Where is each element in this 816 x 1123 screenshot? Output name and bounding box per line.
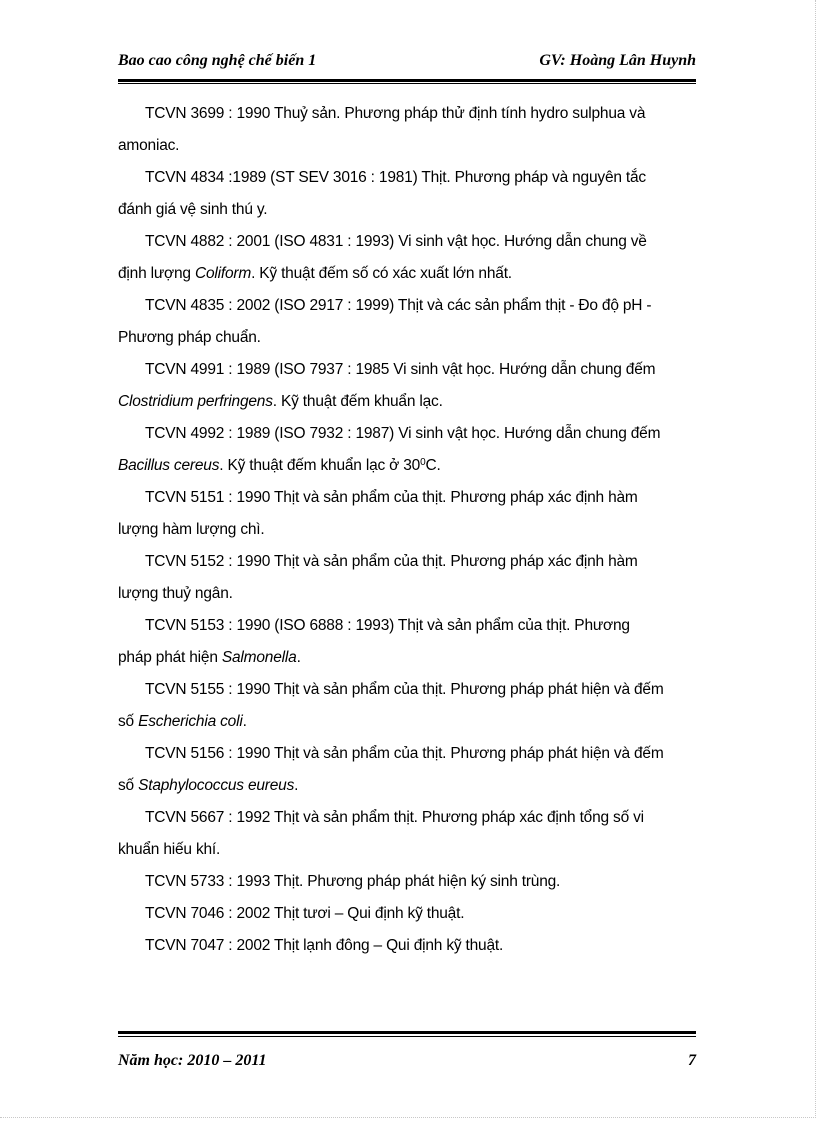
standard-entry <box>118 98 696 162</box>
standard-entry <box>118 802 696 866</box>
entry-text: . <box>242 713 247 730</box>
standard-entry-line1: TCVN 4882 : 2001 (ISO 4831 : 1993) Vi sinh vật học. Hướng dẫn chung về <box>145 233 647 250</box>
standard-entry-line1: TCVN 7046 : 2002 Thịt tươi – Qui định kỹ thuật. <box>145 905 465 922</box>
footer-rule <box>118 1031 696 1037</box>
standard-entry-line1: TCVN 4991 : 1989 (ISO 7937 : 1985 Vi sinh vật học. Hướng dẫn chung đếm <box>145 361 656 378</box>
entry-text: pháp phát hiện <box>118 649 222 666</box>
entry-text: 0 <box>420 457 426 468</box>
standard-entry-line1: TCVN 5153 : 1990 (ISO 6888 : 1993) Thịt và sản phẩm của thịt. Phương <box>145 617 630 634</box>
entry-text: . <box>296 649 301 666</box>
standard-entry-line2 <box>118 258 696 290</box>
standard-entry <box>118 418 696 482</box>
standard-entry <box>118 546 696 610</box>
standard-entry-line2 <box>118 578 696 610</box>
entry-text: số <box>118 713 139 730</box>
standard-entry <box>118 482 696 546</box>
entry-text: . Kỹ thuật đếm khuẩn lạc. <box>272 393 443 410</box>
standard-entry-line1: TCVN 3699 : 1990 Thuỷ sản. Phương pháp thử định tính hydro sulphua và <box>145 105 646 122</box>
standard-entry-line2 <box>118 834 696 866</box>
entry-text: . Kỹ thuật đếm số có xác xuất lớn nhất. <box>251 265 512 282</box>
standard-entry <box>118 610 696 674</box>
standard-entry <box>118 290 696 354</box>
entry-text: số <box>118 777 139 794</box>
page-footer <box>118 1052 696 1076</box>
entry-text: amoniac. <box>118 137 180 154</box>
standard-entry <box>118 898 696 930</box>
footer-school-year: Năm học: 2010 – 2011 <box>118 1052 267 1069</box>
entry-text: lượng thuỷ ngân. <box>118 585 233 602</box>
species-name: Salmonella <box>221 649 297 666</box>
entry-text: khuẩn hiếu khí. <box>118 841 221 858</box>
standard-entry <box>118 738 696 802</box>
standard-entry <box>118 162 696 226</box>
species-name: Escherichia coli <box>138 713 243 730</box>
species-name: Coliform <box>194 265 252 282</box>
standard-entry-line2 <box>118 130 696 162</box>
entry-text: lượng hàm lượng chì. <box>118 521 265 538</box>
standards-list <box>118 98 696 962</box>
standard-entry <box>118 674 696 738</box>
standard-entry-line2 <box>118 514 696 546</box>
standard-entry-line2 <box>118 770 696 802</box>
page-header <box>118 52 696 76</box>
species-name: Clostridium perfringens <box>118 393 273 410</box>
entry-text: C. <box>425 457 441 474</box>
standard-entry-line2 <box>118 450 696 482</box>
standard-entry-line1: TCVN 4835 : 2002 (ISO 2917 : 1999) Thịt và các sản phẩm thịt - Đo độ pH - <box>145 297 652 314</box>
page-number: 7 <box>688 1052 696 1069</box>
header-course-title: Bao cao công nghệ chế biến 1 <box>118 52 317 69</box>
standard-entry-line2 <box>118 194 696 226</box>
standard-entry <box>118 930 696 962</box>
standard-entry <box>118 226 696 290</box>
standard-entry-line1: TCVN 5156 : 1990 Thịt và sản phẩm của thịt. Phương pháp phát hiện và đếm <box>145 745 664 762</box>
entry-text: . Kỹ thuật đếm khuẩn lạc ở 30 <box>219 457 421 474</box>
standard-entry-line1: TCVN 4992 : 1989 (ISO 7932 : 1987) Vi sinh vật học. Hướng dẫn chung đếm <box>145 425 661 442</box>
standard-entry-line1: TCVN 5151 : 1990 Thịt và sản phẩm của thịt. Phương pháp xác định hàm <box>145 489 638 506</box>
standard-entry-line2 <box>118 642 696 674</box>
standard-entry-line2 <box>118 322 696 354</box>
standard-entry-line1: TCVN 4834 :1989 (ST SEV 3016 : 1981) Thịt. Phương pháp và nguyên tắc <box>145 169 646 186</box>
entry-text: đánh giá vệ sinh thú y. <box>118 201 268 218</box>
species-name: Bacillus cereus <box>118 457 220 474</box>
header-instructor: GV: Hoàng Lân Huynh <box>539 52 696 69</box>
standard-entry-line2 <box>118 706 696 738</box>
standard-entry-line1: TCVN 5667 : 1992 Thịt và sản phẩm thịt. Phương pháp xác định tổng số vi <box>145 809 644 826</box>
standard-entry-line1: TCVN 5155 : 1990 Thịt và sản phẩm của thịt. Phương pháp phát hiện và đếm <box>145 681 664 698</box>
entry-text: Phương pháp chuẩn. <box>118 329 261 346</box>
standard-entry-line1: TCVN 5152 : 1990 Thịt và sản phẩm của thịt. Phương pháp xác định hàm <box>145 553 638 570</box>
standard-entry <box>118 866 696 898</box>
standard-entry-line1: TCVN 5733 : 1993 Thịt. Phương pháp phát hiện ký sinh trùng. <box>145 873 561 890</box>
species-name: Staphylococcus eureus <box>138 777 295 794</box>
entry-text: . <box>294 777 299 794</box>
standard-entry-line2 <box>118 386 696 418</box>
standard-entry <box>118 354 696 418</box>
entry-text: định lượng <box>118 265 195 282</box>
standard-entry-line1: TCVN 7047 : 2002 Thịt lạnh đông – Qui định kỹ thuật. <box>145 937 504 954</box>
header-rule <box>118 79 696 84</box>
